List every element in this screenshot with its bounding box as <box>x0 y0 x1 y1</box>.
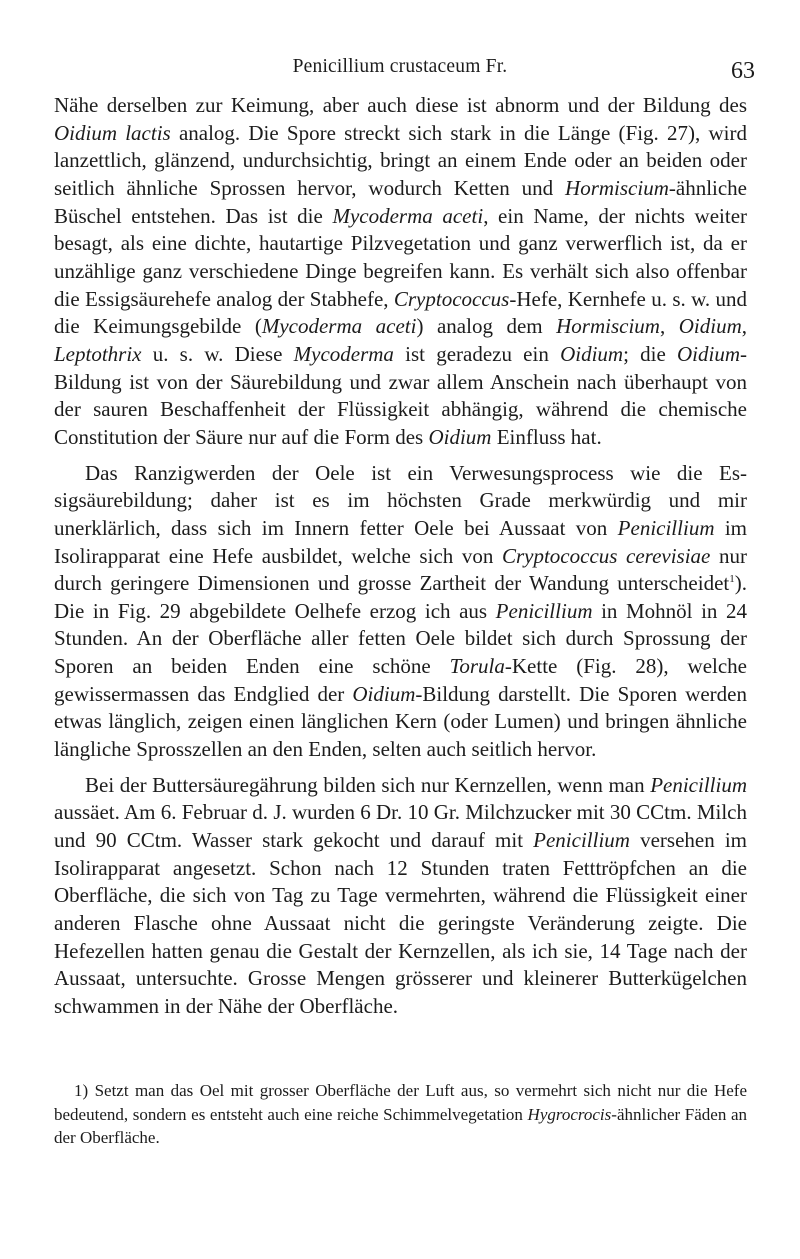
text-run: u. s. w. Diese <box>141 341 294 366</box>
italic-term: Hormiscium <box>556 314 660 339</box>
text-run: aussäet. Am 6. Februar d. J. wurden 6 Dr. 10 Gr. Milchzucker mit 30 CCtm. Milch und 90 CCtm. Wasser stark gekocht und darauf mit <box>54 800 747 853</box>
text-run: , <box>741 314 748 339</box>
italic-term: Mycoderma aceti <box>332 203 484 228</box>
page-header <box>0 56 800 86</box>
paragraph-3 <box>54 772 747 1021</box>
text-run: Bei der Buttersäuregährung bilden sich nur Kernzellen, wenn man <box>85 772 651 797</box>
italic-term: Oidium lactis <box>54 120 171 145</box>
italic-term: Penicillium <box>495 598 593 623</box>
text-run: -Hefe, Kernhefe u. s. w. und die Keimungsgebilde ( <box>54 286 747 339</box>
text-run: analog. Die Spore streckt sich stark in die Länge (Fig. 27), wird lanzettlich, glänzend, undurchsichtig, bringt an einem Ende oder an beiden oder seitlich ähnliche Sprossen hervor, wodurch Ketten und <box>54 120 747 200</box>
body-text <box>54 92 747 1021</box>
page-number: 63 <box>731 58 755 84</box>
text-run: ). Die in Fig. 29 abgebildete Oelhefe erzog ich aus <box>54 571 747 623</box>
footnote <box>54 1079 747 1150</box>
paragraph-1 <box>54 92 747 452</box>
italic-term: Mycoderma aceti <box>261 314 417 339</box>
italic-term: Hormiscium <box>565 175 669 200</box>
text-run: ist geradezu ein <box>393 341 561 366</box>
italic-term: Hygrocrocis <box>527 1104 612 1124</box>
italic-term: Oidium <box>676 341 740 366</box>
italic-term: Oidium <box>428 424 492 449</box>
text-run: -Kette (Fig. 28), welche gewissermassen das Endglied der <box>54 654 747 706</box>
italic-term: Penicillium <box>533 828 630 853</box>
paragraph-2 <box>54 460 747 764</box>
italic-term: Oidium <box>678 314 742 339</box>
running-title: Penicillium crustaceum Fr. <box>292 56 508 77</box>
italic-term: Penicillium <box>617 515 715 540</box>
italic-term: Oidium <box>352 681 416 706</box>
text-run: -ähnlicher Fäden an der Oberfläche. <box>54 1104 748 1147</box>
italic-term: Mycoderma <box>293 341 394 366</box>
text-run: -Bildung ist von der Säurebildung und zwar allem Anschein nach überhaupt von der sauren Beschaffenheit der Flüssigkeit abhängig, während die chemische Constitution der Säure nur auf die Form des <box>54 341 747 449</box>
italic-term: Cryptococcus cerevisiae <box>501 543 711 568</box>
text-run: ; die <box>623 341 677 366</box>
text-run: Nähe derselben zur Keimung, aber auch diese ist abnorm und der Bildung des <box>54 93 747 117</box>
italic-term: Torula <box>449 654 505 679</box>
text-run: in Mohnöl in 24 Stunden. An der Oberfläche aller fetten Oele bildet sich durch Sprossung der Sporen an beiden Enden eine schöne <box>54 598 747 679</box>
text-run: , <box>659 314 679 339</box>
text-run: nur durch geringere Dimensionen und grosse Zartheit der Wandung unterscheidet <box>54 543 747 596</box>
text-run: -ähnliche Büschel entstehen. Das ist die <box>54 175 747 228</box>
text-run: Das Ranzigwerden der Oele ist ein Verwesungsprocess wie die Essigsäurebildung; daher ist es im höchsten Grade merkwürdig und mir unerklärlich, dass sich im Innern fetter Oele bei Aussaat von <box>54 460 747 540</box>
text-run: ) analog dem <box>416 314 557 339</box>
text-run: versehen im Isolirapparat angesetzt. Schon nach 12 Stunden traten Fetttröpfchen an die Oberfläche, die sich von Tag zu Tage vermehrten, während die Flüssigkeit einer anderen Flasche ohne Aussaat nicht die geringste Veränderung zeigte. Die Hefezellen hatten genau die Gestalt der Kernzellen, als ich sie, 14 Tage nach der Aussaat, untersuchte. Grosse Mengen grösserer und kleinerer Butterkügelchen schwammen in der Nähe der Oberfläche. <box>54 828 747 1018</box>
italic-term: Penicillium <box>650 772 747 797</box>
italic-term: Cryptococcus <box>393 286 510 311</box>
italic-term: Oidium <box>560 341 624 366</box>
italic-term: Leptothrix <box>54 341 142 366</box>
text-run: -Bildung darstellt. Die Sporen werden etwas länglich, zeigen einen länglichen Kern (oder Lumen) und bringen ähnliche längliche Sprosszellen an den Enden, selten auch seitlich hervor. <box>54 681 747 762</box>
text-run: , ein Name, der nichts weiter besagt, als eine dichte, hautartige Pilzvegetation und ganz verwerflich ist, da er unzählige ganz verschiedene Dinge begreifen kann. Es verhält sich also offenbar die Essigsäurehefe analog der Stabhefe, <box>54 203 748 311</box>
footnote-marker: 1 <box>729 573 735 586</box>
text-run: 1) Setzt man das Oel mit grosser Oberfläche der Luft aus, so vermehrt sich nicht nur die Hefe bedeutend, sondern es entsteht auch eine reiche Schimmelvegetation <box>54 1081 747 1124</box>
text-run: im Isolirapparat eine Hefe ausbildet, welche sich von <box>54 515 748 568</box>
text-run: Einfluss hat. <box>491 424 602 449</box>
